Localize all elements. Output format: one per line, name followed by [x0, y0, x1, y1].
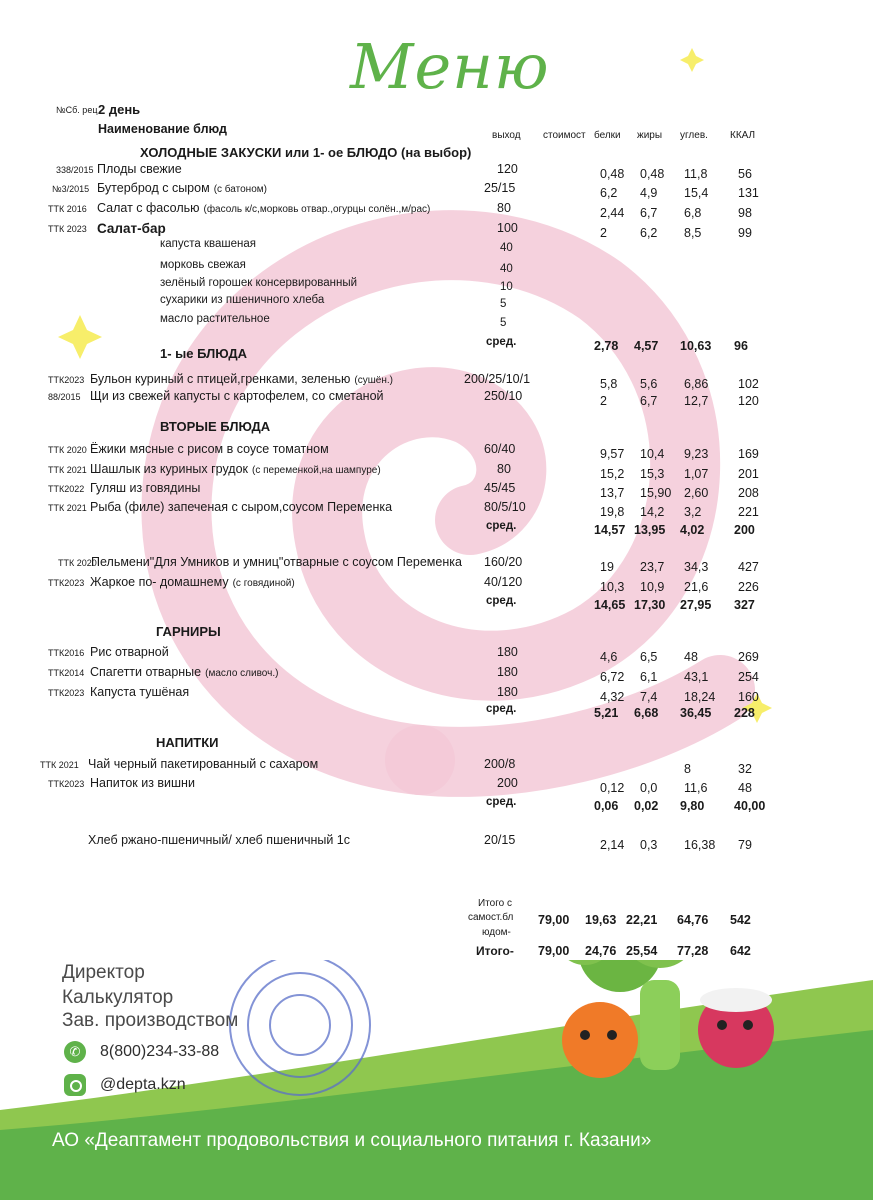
- average-label: сред.: [486, 336, 517, 348]
- fat-value: 6,2: [640, 226, 658, 240]
- recipe-code: ТТК 2021: [48, 465, 87, 475]
- footer-organization: АО «Деаптамент продовольствия и социального питания г. Казани»: [52, 1130, 652, 1151]
- salad-bar-item: масло растительное: [160, 313, 270, 325]
- total2-carbs: 77,28: [677, 944, 709, 958]
- kcal-value: 98: [738, 206, 752, 220]
- salad-bar-item-out: 10: [500, 281, 513, 293]
- total2-protein: 24,76: [585, 944, 617, 958]
- average-kcal: 200: [734, 523, 755, 537]
- protein-value: 10,3: [600, 580, 625, 594]
- kcal-value: 102: [738, 377, 759, 391]
- staff-director: Директор: [62, 962, 145, 983]
- average-fat: 6,68: [634, 706, 659, 720]
- dish-note: (с говядиной): [232, 578, 295, 589]
- protein-value: 2: [600, 394, 607, 408]
- dish-name: Напиток из вишни: [90, 776, 195, 790]
- protein-value: 0,48: [600, 167, 625, 181]
- portion-out: 60/40: [484, 442, 516, 456]
- fat-value: 15,3: [640, 467, 665, 481]
- fat-value: 5,6: [640, 377, 658, 391]
- carbs-value: 8: [684, 762, 691, 776]
- column-kcal: ККАЛ: [730, 130, 756, 141]
- protein-value: 0,12: [600, 781, 625, 795]
- recipe-code: №3/2015: [52, 184, 90, 194]
- kcal-value: 427: [738, 560, 759, 574]
- total2-kcal: 642: [730, 944, 751, 958]
- dish-name-text: Спагетти отварные: [90, 665, 202, 679]
- dish-name: Капуста тушёная: [90, 685, 190, 699]
- recipe-code: ТТК2023: [48, 688, 85, 698]
- average-label: сред.: [486, 703, 517, 715]
- portion-out: 200/8: [484, 757, 516, 771]
- kcal-value: 120: [738, 394, 759, 408]
- average-fat: 4,57: [634, 339, 659, 353]
- average-kcal: 96: [734, 339, 748, 353]
- portion-out: 250/10: [484, 389, 523, 403]
- carbs-value: 11,8: [684, 167, 708, 181]
- carbs-value: 21,6: [684, 580, 709, 594]
- recipe-code: ТТК2014: [48, 668, 85, 678]
- kcal-value: 201: [738, 467, 759, 481]
- protein-value: 2,44: [600, 206, 625, 220]
- dish-name: Салат-бар: [97, 221, 166, 236]
- average-kcal: 327: [734, 598, 755, 612]
- section-drinks: НАПИТКИ: [156, 735, 219, 750]
- average-fat: 17,30: [634, 598, 666, 612]
- total-label-2: Итого-: [476, 944, 514, 958]
- fat-value: 6,1: [640, 670, 658, 684]
- portion-out: 80: [497, 201, 511, 215]
- dish-name-text: Салат с фасолью: [97, 201, 200, 215]
- dish-name-header: Наименование блюд: [98, 122, 227, 136]
- carbs-value: 11,6: [684, 781, 708, 795]
- total1-protein: 19,63: [585, 913, 617, 927]
- dish-name: [90, 372, 393, 386]
- protein-value: 2,14: [600, 838, 625, 852]
- average-protein: 5,21: [594, 706, 619, 720]
- fat-value: 0,0: [640, 781, 658, 795]
- protein-value: 4,6: [600, 650, 618, 664]
- total1-cost: 79,00: [538, 913, 570, 927]
- dish-name-text: Шашлык из куриных грудок: [90, 462, 249, 476]
- portion-out: 100: [497, 221, 518, 235]
- dish-name-text: Жаркое по- домашнему: [90, 575, 229, 589]
- dish-name-text: Бутерброд с сыром: [97, 181, 210, 195]
- portion-out: 40/120: [484, 575, 523, 589]
- dish-name-text: Бульон куриный с птицей,гренками, зеленью: [90, 372, 351, 386]
- dish-name: Хлеб ржано-пшеничный/ хлеб пшеничный 1с: [88, 833, 350, 847]
- recipe-code: ТТК2023: [48, 375, 85, 385]
- average-kcal: 228: [734, 706, 755, 720]
- section-cold: ХОЛОДНЫЕ ЗАКУСКИ или 1- ое БЛЮДО (на выбор): [140, 145, 472, 160]
- average-carbs: 9,80: [680, 799, 705, 813]
- recipe-code: ТТК2022: [48, 484, 85, 494]
- fat-value: 14,2: [640, 505, 665, 519]
- section-first: 1- ые БЛЮДА: [160, 346, 247, 361]
- carbs-value: 43,1: [684, 670, 709, 684]
- recipe-code: ТТК 2021: [48, 503, 87, 513]
- column-cost: стоимост: [543, 130, 586, 141]
- dish-note: (фасоль к/с,морковь отвар.,огурцы солён.,м/рас): [203, 204, 431, 215]
- kcal-value: 221: [738, 505, 759, 519]
- recipe-code: ТТК 2016: [48, 204, 87, 214]
- column-fat: жиры: [637, 130, 663, 141]
- carbs-value: 2,60: [684, 486, 709, 500]
- column-out: выход: [492, 130, 521, 141]
- total2-fat: 25,54: [626, 944, 658, 958]
- section-second: ВТОРЫЕ БЛЮДА: [160, 419, 271, 434]
- portion-out: 45/45: [484, 481, 516, 495]
- carbs-value: 6,8: [684, 206, 702, 220]
- salad-bar-item: сухарики из пшеничного хлеба: [160, 294, 325, 306]
- average-protein: 0,06: [594, 799, 619, 813]
- dish-name: Ёжики мясные с рисом в соусе томатном: [90, 442, 329, 456]
- kcal-value: 269: [738, 650, 759, 664]
- average-label: сред.: [486, 796, 517, 808]
- instagram-icon: [64, 1074, 86, 1096]
- portion-out: 180: [497, 645, 518, 659]
- kcal-value: 99: [738, 226, 752, 240]
- dish-name: Рыба (филе) запеченая с сыром,соусом Переменка: [90, 500, 393, 514]
- protein-value: 19,8: [600, 505, 625, 519]
- recipe-code: ТТК 2020: [58, 558, 97, 568]
- carbs-value: 18,24: [684, 690, 716, 704]
- average-label: сред.: [486, 520, 517, 532]
- kcal-value: 169: [738, 447, 759, 461]
- fat-value: 0,48: [640, 167, 665, 181]
- recipe-code: 88/2015: [48, 392, 81, 402]
- kcal-value: 48: [738, 781, 752, 795]
- salad-bar-item: зелёный горошек консервированный: [160, 277, 358, 289]
- fat-value: 23,7: [640, 560, 665, 574]
- fat-value: 4,9: [640, 186, 658, 200]
- salad-bar-item-out: 40: [500, 263, 513, 275]
- kcal-value: 131: [738, 186, 759, 200]
- portion-out: 20/15: [484, 833, 516, 847]
- dish-name: Гуляш из говядины: [90, 481, 201, 495]
- total1-kcal: 542: [730, 913, 751, 927]
- dish-name: Рис отварной: [90, 645, 169, 659]
- average-label: сред.: [486, 595, 517, 607]
- dish-note: (сушён.): [354, 375, 393, 386]
- portion-out: 180: [497, 685, 518, 699]
- portion-out: 160/20: [484, 555, 523, 569]
- portion-out: 200: [497, 776, 518, 790]
- protein-value: 4,32: [600, 690, 625, 704]
- kcal-value: 56: [738, 167, 752, 181]
- fat-value: 10,9: [640, 580, 665, 594]
- protein-value: 2: [600, 226, 607, 240]
- average-kcal: 40,00: [734, 799, 766, 813]
- protein-value: 9,57: [600, 447, 625, 461]
- carbs-value: 9,23: [684, 447, 709, 461]
- total1-fat: 22,21: [626, 913, 658, 927]
- average-carbs: 10,63: [680, 339, 712, 353]
- protein-value: 6,2: [600, 186, 618, 200]
- day-label: 2 день: [98, 102, 141, 117]
- dish-name: [97, 181, 267, 195]
- protein-value: 19: [600, 560, 614, 574]
- carbs-value: 6,86: [684, 377, 709, 391]
- average-carbs: 4,02: [680, 523, 705, 537]
- salad-bar-item-out: 5: [500, 298, 507, 310]
- total-label-1c: юдом-: [482, 927, 511, 938]
- column-protein: белки: [594, 130, 621, 141]
- dish-note: (с батоном): [213, 184, 267, 195]
- average-protein: 14,57: [594, 523, 626, 537]
- portion-out: 80: [497, 462, 511, 476]
- dish-note: (масло сливоч.): [205, 668, 279, 679]
- portion-out: 80/5/10: [484, 500, 526, 514]
- protein-value: 5,8: [600, 377, 618, 391]
- total-label-1a: Итого с: [478, 898, 512, 909]
- average-fat: 0,02: [634, 799, 659, 813]
- kcal-value: 32: [738, 762, 752, 776]
- kcal-value: 254: [738, 670, 759, 684]
- average-fat: 13,95: [634, 523, 666, 537]
- salad-bar-item: морковь свежая: [160, 259, 246, 271]
- recipe-code: 338/2015: [56, 165, 94, 175]
- vegetable-characters: [555, 960, 774, 1078]
- carbs-value: 1,07: [684, 467, 709, 481]
- contact-phone[interactable]: 8(800)234-33-88: [100, 1043, 220, 1060]
- portion-out: 180: [497, 665, 518, 679]
- kcal-value: 79: [738, 838, 752, 852]
- staff-calculator: Калькулятор: [62, 987, 174, 1008]
- dish-name: [90, 575, 295, 589]
- carbs-value: 15,4: [684, 186, 709, 200]
- carbs-value: 8,5: [684, 226, 702, 240]
- total-label-1b: самост.бл: [468, 912, 514, 923]
- average-protein: 14,65: [594, 598, 626, 612]
- recipe-code: ТТК2023: [48, 578, 85, 588]
- fat-value: 6,5: [640, 650, 658, 664]
- contact-instagram[interactable]: @depta.kzn: [100, 1076, 186, 1093]
- protein-value: 13,7: [600, 486, 625, 500]
- fat-value: 15,90: [640, 486, 672, 500]
- carbs-value: 16,38: [684, 838, 716, 852]
- salad-bar-item: капуста квашеная: [160, 238, 257, 250]
- fat-value: 6,7: [640, 206, 658, 220]
- dish-name: Щи из свежей капусты с картофелем, со сметаной: [90, 389, 384, 403]
- fat-value: 0,3: [640, 838, 658, 852]
- dish-name: [90, 462, 381, 476]
- kcal-value: 226: [738, 580, 759, 594]
- carbs-value: 12,7: [684, 394, 709, 408]
- portion-out: 200/25/10/1: [464, 372, 531, 386]
- recipe-code: ТТК2016: [48, 648, 85, 658]
- salad-bar-item-out: 40: [500, 242, 513, 254]
- recipe-code: ТТК 2021: [40, 760, 79, 770]
- recipe-number-label: №Сб. рец: [56, 105, 98, 115]
- recipe-code: ТТК2023: [48, 779, 85, 789]
- carbs-value: 34,3: [684, 560, 709, 574]
- column-carbs: углев.: [680, 130, 708, 141]
- carbs-value: 3,2: [684, 505, 702, 519]
- salad-bar-item-out: 5: [500, 317, 507, 329]
- portion-out: 25/15: [484, 181, 516, 195]
- protein-value: 6,72: [600, 670, 625, 684]
- portion-out: 120: [497, 162, 518, 176]
- average-carbs: 27,95: [680, 598, 712, 612]
- total1-carbs: 64,76: [677, 913, 709, 927]
- protein-value: 15,2: [600, 467, 625, 481]
- fat-value: 6,7: [640, 394, 658, 408]
- recipe-code: ТТК 2023: [48, 224, 87, 234]
- phone-icon: ✆: [64, 1041, 86, 1063]
- kcal-value: 208: [738, 486, 759, 500]
- dish-name: [97, 201, 430, 215]
- average-carbs: 36,45: [680, 706, 712, 720]
- total2-cost: 79,00: [538, 944, 570, 958]
- recipe-code: ТТК 2020: [48, 445, 87, 455]
- dish-note: (с переменкой,на шампуре): [252, 465, 381, 476]
- fat-value: 7,4: [640, 690, 658, 704]
- dish-name: Плоды свежие: [97, 162, 182, 176]
- carbs-value: 48: [684, 650, 698, 664]
- dish-name: Чай черный пакетированный с сахаром: [88, 757, 319, 771]
- section-garnish: ГАРНИРЫ: [156, 624, 221, 639]
- fat-value: 10,4: [640, 447, 665, 461]
- staff-production-head: Зав. производством: [62, 1010, 239, 1031]
- dish-name: Пельмени"Для Умников и умниц"отварные с соусом Переменка: [91, 555, 462, 569]
- dish-name: [90, 665, 278, 679]
- average-protein: 2,78: [594, 339, 619, 353]
- kcal-value: 160: [738, 690, 759, 704]
- page-title: Меню: [350, 30, 550, 103]
